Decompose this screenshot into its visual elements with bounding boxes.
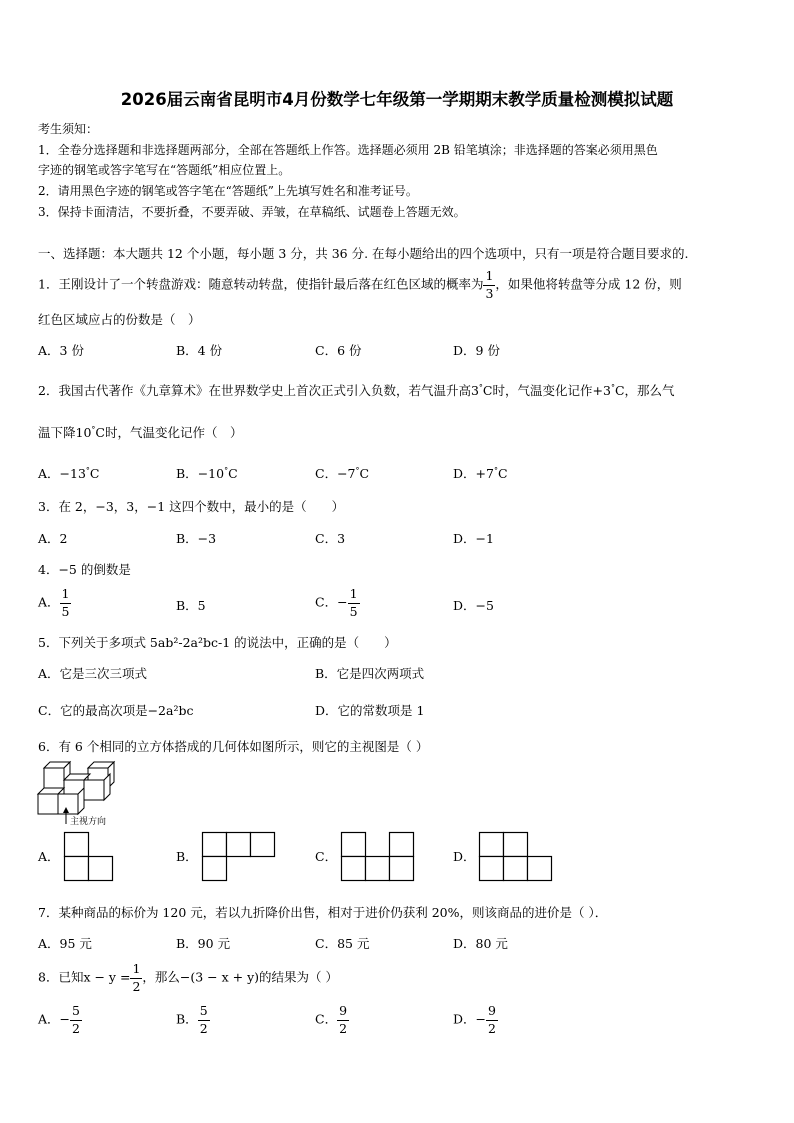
q3-option-c: C．3 <box>315 531 346 546</box>
q1-option-c: C．6 份 <box>315 343 362 358</box>
frac-num: 5 <box>70 1005 82 1021</box>
q2-option-d <box>453 463 508 482</box>
frac-num: 1 <box>130 963 142 979</box>
q2-temp-3 <box>76 425 105 440</box>
unit: C <box>359 466 370 481</box>
question-6: 6．有 6 个相同的立方体搭成的几何体如图所示，则它的主视图是（ ） <box>38 739 429 754</box>
option-label: D． <box>453 1011 476 1027</box>
q4-option-c <box>315 588 360 618</box>
q8-option-a <box>38 1005 82 1035</box>
option-label: A． <box>38 1011 60 1027</box>
frac-num: 1 <box>348 588 360 604</box>
q5-option-b: B．它是四次两项式 <box>315 666 425 681</box>
unit: C <box>228 466 238 481</box>
q8-option-b <box>176 1005 210 1035</box>
option-label: D． <box>453 466 476 481</box>
q6-option-a-label: A． <box>38 849 60 864</box>
minus-sign: − <box>59 1011 71 1027</box>
frac-den: 2 <box>339 1020 348 1036</box>
question-7: 7．某种商品的标价为 120 元，若以九折降价出售，相对于进价仍获利 20%，则该商品的进价是（ ）． <box>38 905 608 920</box>
frac-den: 5 <box>349 603 358 619</box>
notice-item-1: 1．全卷分选择题和非选择题两部分，全部在答题纸上作答。选择题必须用 2B 铅笔填涂；非选择题的答案必须用黑色 <box>38 143 658 157</box>
frac-num: 9 <box>337 1005 349 1021</box>
option-label: C． <box>315 1011 338 1027</box>
option-label: C． <box>315 594 338 610</box>
q6-option-c-shape <box>341 832 415 882</box>
q5-option-a: A．它是三次三项式 <box>38 666 148 681</box>
q7-option-d: D．80 元 <box>453 936 508 951</box>
q1-option-a: A．3 份 <box>38 343 84 358</box>
notice-item-3: 3．保持卡面清洁，不要折叠，不要弄破、弄皱，在草稿纸、试题卷上答题无效。 <box>38 205 466 219</box>
view-direction-label: 主视方向 <box>70 817 107 827</box>
degree-mark: ° <box>91 425 96 434</box>
unit: C <box>497 466 508 481</box>
q1-text-a: 1．王刚设计了一个转盘游戏：随意转动转盘，使指针最后落在红色区域的概率为 <box>38 276 484 292</box>
option-label: A． <box>38 594 60 610</box>
q5-option-c <box>38 703 193 719</box>
q4-option-a <box>38 588 71 618</box>
q8-option-c <box>315 1005 349 1035</box>
q1-option-b: B．4 份 <box>176 343 223 358</box>
q2-option-a <box>38 463 100 482</box>
q1-frac-den: 3 <box>485 285 494 301</box>
degree-mark: ° <box>85 466 90 475</box>
q8-expr-1: x − y = <box>83 969 131 985</box>
q2-option-c <box>315 463 369 482</box>
q1-option-d: D．9 份 <box>453 343 500 358</box>
q8-option-d <box>453 1005 498 1035</box>
section-heading: 一、选择题：本大题共 12 个小题，每小题 3 分，共 36 分. 在每小题给出的四个选项中，只有一项是符合题目要求的. <box>38 246 689 261</box>
degree-mark: ° <box>610 383 615 392</box>
frac-num: 9 <box>486 1005 498 1021</box>
q5-option-d: D．它的常数项是 1 <box>315 703 425 718</box>
unit: C <box>89 466 100 481</box>
option-value: −7 <box>337 466 356 481</box>
option-label: B． <box>176 1011 198 1027</box>
question-2-cont <box>38 422 243 441</box>
q2-v2: +3 <box>592 383 611 398</box>
frac-den: 2 <box>132 978 141 994</box>
q6-option-b-shape <box>202 832 276 882</box>
option-text: C．它的最高次项是 <box>38 703 148 718</box>
q4-a-fraction <box>60 588 72 618</box>
frac-den: 2 <box>72 1020 80 1036</box>
q7-option-a: A．95 元 <box>38 936 92 951</box>
degree-mark: ° <box>478 383 483 392</box>
notice-item-1-cont: 字迹的钢笔或答字笔写在“答题纸”相应位置上。 <box>38 163 291 177</box>
frac-num: 5 <box>198 1005 210 1021</box>
q2-temp-1 <box>471 383 493 398</box>
question-3: 3．在 2，−3，3，−1 这四个数中，最小的是（ ） <box>38 499 345 514</box>
q6-option-c-label: C． <box>315 849 338 864</box>
q6-option-d-label: D． <box>453 849 476 864</box>
q7-option-b: B．90 元 <box>176 936 231 951</box>
q4-option-d: D．−5 <box>453 598 494 613</box>
q8-fraction <box>130 963 142 993</box>
unit: C <box>482 383 493 398</box>
degree-mark: ° <box>493 466 498 475</box>
option-math: −2a²bc <box>147 703 194 718</box>
q1-text-b: ，如果他将转盘等分成 12 份，则 <box>495 276 682 292</box>
degree-mark: ° <box>224 466 229 475</box>
q2-v1: 3 <box>470 383 479 398</box>
option-value: +7 <box>475 466 494 481</box>
minus-sign: − <box>337 594 348 610</box>
q2-temp-2 <box>593 383 625 398</box>
q6-option-b-label: B． <box>176 849 198 864</box>
frac-num: 1 <box>60 588 72 604</box>
q4-c-fraction <box>348 588 360 618</box>
notice-heading: 考生须知： <box>38 122 99 136</box>
q8-text-b: ，那么 <box>142 969 180 985</box>
q7-option-c: C．85 元 <box>315 936 370 951</box>
option-fraction <box>337 1005 349 1035</box>
page-title: 2026届云南省昆明市4月份数学七年级第一学期期末教学质量检测模拟试题 <box>120 90 674 109</box>
option-fraction <box>198 1005 210 1035</box>
q6-option-a-shape <box>64 832 114 882</box>
q8-text-c: 的结果为（ ） <box>259 969 339 985</box>
q2-text-c: ，那么气 <box>624 383 675 398</box>
q2-text-d: 温下降 <box>38 425 76 440</box>
question-8 <box>38 963 338 993</box>
notice-item-2: 2．请用黑色字迹的钢笔或答字笔在“答题纸”上先填写姓名和准考证号。 <box>38 184 418 198</box>
frac-den: 2 <box>199 1020 208 1036</box>
frac-den: 5 <box>61 603 70 619</box>
option-value: −10 <box>197 466 225 481</box>
q2-option-b <box>176 463 238 482</box>
option-fraction <box>486 1005 498 1035</box>
option-label: A． <box>38 466 60 481</box>
unit: C <box>95 425 105 440</box>
q4-option-b: B．5 <box>176 598 206 613</box>
option-value: −13 <box>59 466 86 481</box>
option-label: B． <box>176 466 198 481</box>
q3-option-a: A．2 <box>38 531 68 546</box>
question-5: 5．下列关于多项式 5ab²-2a²bc-1 的说法中，正确的是（ ） <box>38 635 397 650</box>
option-label: C． <box>315 466 338 481</box>
q2-v3: 10 <box>75 425 92 440</box>
q1-fraction <box>483 270 495 300</box>
q1-frac-num: 1 <box>483 270 495 286</box>
degree-mark: ° <box>355 466 360 475</box>
q8-expr-2: −(3 − x + y) <box>179 969 260 985</box>
q2-text-a: 2．我国古代著作《九章算术》在世界数学史上首次正式引入负数，若气温升高 <box>38 383 471 398</box>
q3-option-b: B．−3 <box>176 531 217 546</box>
q1-text-c: 红色区域应占的份数是（ ） <box>38 312 201 327</box>
minus-sign: − <box>475 1011 487 1027</box>
q2-text-b: 时，气温变化记作 <box>492 383 593 398</box>
question-4: 4．−5 的倒数是 <box>38 562 131 577</box>
question-2 <box>38 380 675 399</box>
q3-option-d: D．−1 <box>453 531 494 546</box>
frac-den: 2 <box>488 1020 496 1036</box>
q6-option-d-shape <box>479 832 553 882</box>
question-1 <box>38 270 682 300</box>
q8-text-a: 8．已知 <box>38 969 84 985</box>
unit: C <box>614 383 625 398</box>
q2-text-e: 时，气温变化记作（ ） <box>105 425 243 440</box>
option-fraction <box>70 1005 82 1035</box>
